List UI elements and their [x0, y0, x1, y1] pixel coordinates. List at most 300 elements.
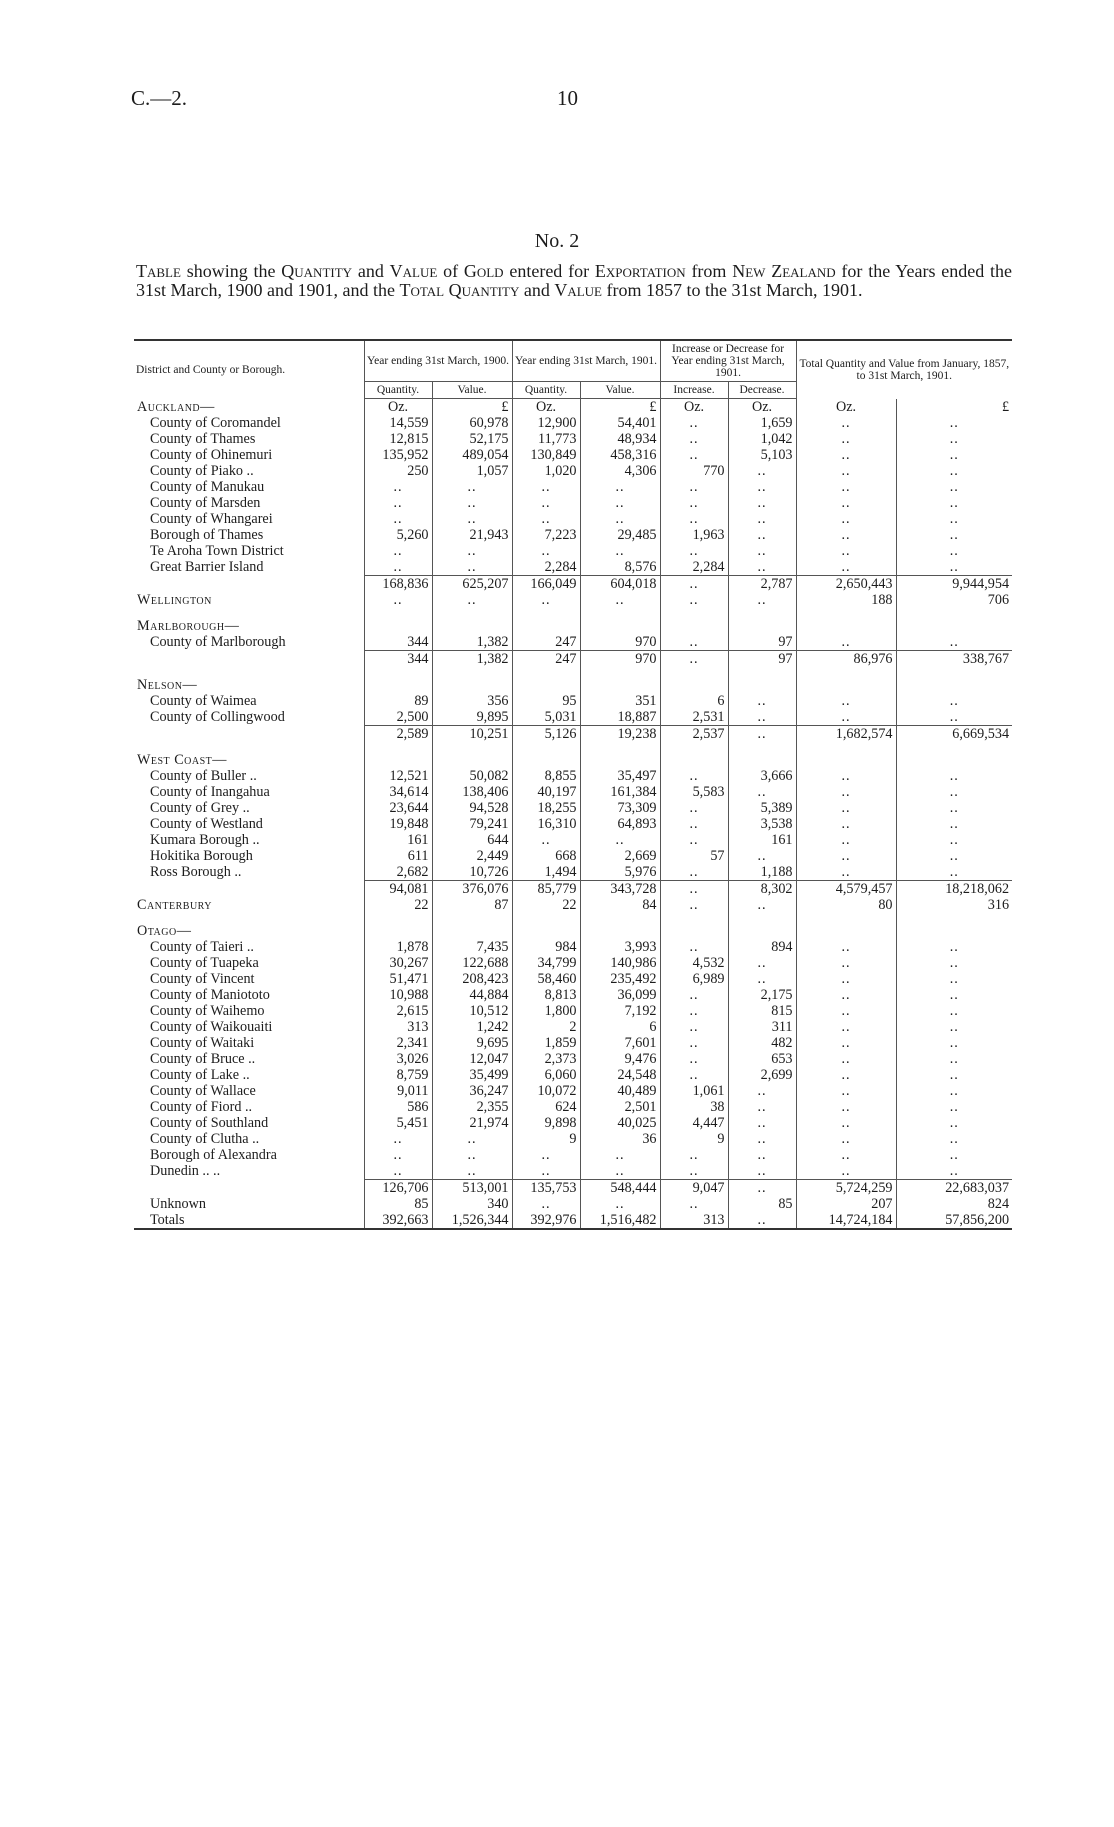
value-cell: 161,384 [580, 784, 660, 800]
value-cell: .. [896, 1099, 1012, 1115]
value-cell: 2,699 [728, 1067, 796, 1083]
value-cell: .. [796, 1003, 896, 1019]
region-name: Unknown [150, 1196, 206, 1212]
value-cell: 29,485 [580, 527, 660, 543]
table-row [134, 495, 1012, 511]
value-cell: 64,893 [580, 816, 660, 832]
table-row [134, 415, 1012, 431]
value-cell: 24,548 [580, 1067, 660, 1083]
district-name: County of Waimea [150, 693, 257, 709]
value-cell: 824 [896, 1196, 1012, 1212]
value-cell: .. [660, 897, 728, 913]
value-cell: .. [896, 1163, 1012, 1180]
value-cell: 12,900 [512, 415, 580, 431]
region-name: Otago— [137, 923, 192, 939]
value-cell: .. [796, 1019, 896, 1035]
value-cell: .. [660, 832, 728, 848]
value-cell: .. [796, 634, 896, 651]
header-quantity-1901: Quantity. [512, 382, 580, 399]
value-cell: .. [728, 1163, 796, 1180]
subtotal-row [134, 576, 1012, 593]
value-cell: .. [728, 955, 796, 971]
value-cell: .. [660, 768, 728, 784]
value-cell: .. [728, 495, 796, 511]
value-cell: .. [796, 447, 896, 463]
value-cell: .. [728, 511, 796, 527]
value-cell: 250 [364, 463, 432, 479]
value-cell: 604,018 [580, 576, 660, 593]
value-cell: .. [660, 1019, 728, 1035]
value-cell: 6 [580, 1019, 660, 1035]
value-cell: 894 [728, 939, 796, 955]
district-name: Ross Borough .. [150, 864, 242, 881]
value-cell: .. [796, 431, 896, 447]
value-cell: 207 [796, 1196, 896, 1212]
value-cell: 38 [660, 1099, 728, 1115]
canterbury-row [134, 897, 1012, 913]
value-cell: .. [660, 1051, 728, 1067]
district-name: Great Barrier Island [150, 559, 264, 576]
district-name: County of Westland [150, 816, 263, 832]
value-cell: .. [728, 1131, 796, 1147]
value-cell: .. [796, 559, 896, 576]
value-cell: 9,898 [512, 1115, 580, 1131]
value-cell: .. [796, 495, 896, 511]
value-cell: .. [580, 479, 660, 495]
value-cell: .. [896, 1051, 1012, 1067]
value-cell: 9,011 [364, 1083, 432, 1099]
value-cell: 36,247 [432, 1083, 512, 1099]
value-cell: .. [896, 693, 1012, 709]
district-name: County of Southland [150, 1115, 269, 1131]
wellington-row [134, 592, 1012, 608]
value-cell: 35,499 [432, 1067, 512, 1083]
subtotal-row [134, 651, 1012, 668]
value-cell: .. [728, 709, 796, 726]
value-cell: .. [728, 726, 796, 743]
value-cell: 126,706 [364, 1180, 432, 1197]
table-row [134, 800, 1012, 816]
value-cell: 513,001 [432, 1180, 512, 1197]
value-cell: 1,659 [728, 415, 796, 431]
value-cell: 482 [728, 1035, 796, 1051]
value-cell: 8,855 [512, 768, 580, 784]
value-cell: .. [896, 1067, 1012, 1083]
value-cell: .. [896, 971, 1012, 987]
value-cell: 2,669 [580, 848, 660, 864]
value-cell: 5,389 [728, 800, 796, 816]
value-cell: 34,799 [512, 955, 580, 971]
value-cell: 87 [432, 897, 512, 913]
value-cell: 489,054 [432, 447, 512, 463]
value-cell: 19,238 [580, 726, 660, 743]
value-cell: 9,944,954 [896, 576, 1012, 593]
value-cell: 44,884 [432, 987, 512, 1003]
value-cell: 2,500 [364, 709, 432, 726]
value-cell: 611 [364, 848, 432, 864]
value-cell: .. [896, 955, 1012, 971]
value-cell: .. [796, 768, 896, 784]
region-name: Marlborough— [137, 618, 240, 634]
table-row [134, 955, 1012, 971]
value-cell: 2,537 [660, 726, 728, 743]
value-cell: 1,494 [512, 864, 580, 881]
value-cell: 34,614 [364, 784, 432, 800]
value-cell: 2,341 [364, 1035, 432, 1051]
value-cell: .. [364, 543, 432, 559]
value-cell: 14,559 [364, 415, 432, 431]
value-cell: 11,773 [512, 431, 580, 447]
value-cell: 97 [728, 634, 796, 651]
value-cell: .. [580, 1196, 660, 1212]
value-cell: 1,682,574 [796, 726, 896, 743]
units-row: Auckland— Oz. £ Oz. £ Oz. Oz. Oz. £ [134, 399, 1012, 416]
value-cell: .. [896, 848, 1012, 864]
value-cell: .. [512, 1163, 580, 1180]
value-cell: 815 [728, 1003, 796, 1019]
value-cell: 770 [660, 463, 728, 479]
value-cell: 208,423 [432, 971, 512, 987]
table-row [134, 832, 1012, 848]
value-cell: .. [796, 709, 896, 726]
value-cell: 4,579,457 [796, 881, 896, 898]
page-number: 10 [557, 86, 578, 110]
value-cell: 22 [512, 897, 580, 913]
table-row [134, 1083, 1012, 1099]
value-cell: .. [432, 592, 512, 608]
value-cell: .. [432, 559, 512, 576]
value-cell: 48,934 [580, 431, 660, 447]
value-cell: 1,042 [728, 431, 796, 447]
value-cell: 7,223 [512, 527, 580, 543]
table-row [134, 987, 1012, 1003]
value-cell: .. [660, 1035, 728, 1051]
value-cell: 548,444 [580, 1180, 660, 1197]
district-name: County of Lake .. [150, 1067, 250, 1083]
region-name: Canterbury [137, 897, 213, 913]
value-cell: .. [896, 431, 1012, 447]
value-cell: 2,682 [364, 864, 432, 881]
value-cell: .. [796, 543, 896, 559]
header-quantity-1900: Quantity. [364, 382, 432, 399]
value-cell: 2,449 [432, 848, 512, 864]
subtotal-row [134, 726, 1012, 743]
value-cell: 85,779 [512, 881, 580, 898]
value-cell: 1,242 [432, 1019, 512, 1035]
value-cell: 130,849 [512, 447, 580, 463]
table-row [134, 1099, 1012, 1115]
value-cell: .. [796, 1099, 896, 1115]
value-cell: 1,188 [728, 864, 796, 881]
district-name: County of Taieri .. [150, 939, 254, 955]
value-cell: .. [364, 495, 432, 511]
value-cell: 161 [364, 832, 432, 848]
district-name: County of Coromandel [150, 415, 281, 431]
value-cell: .. [728, 543, 796, 559]
value-cell: 2 [512, 1019, 580, 1035]
value-cell: 10,512 [432, 1003, 512, 1019]
header-total: Total Quantity and Value from January, 1857, to 31st March, 1901. [796, 340, 1012, 399]
value-cell: 5,103 [728, 447, 796, 463]
value-cell: 376,076 [432, 881, 512, 898]
value-cell: .. [896, 634, 1012, 651]
value-cell: 5,724,259 [796, 1180, 896, 1197]
value-cell: .. [432, 1163, 512, 1180]
value-cell: 7,601 [580, 1035, 660, 1051]
value-cell: 35,497 [580, 768, 660, 784]
value-cell: 8,302 [728, 881, 796, 898]
value-cell: .. [796, 1051, 896, 1067]
value-cell: 57,856,200 [896, 1212, 1012, 1229]
district-name: Borough of Thames [150, 527, 264, 543]
district-name: County of Buller .. [150, 768, 257, 784]
table-row [134, 816, 1012, 832]
value-cell: .. [364, 479, 432, 495]
district-name: County of Grey .. [150, 800, 250, 816]
value-cell: 4,532 [660, 955, 728, 971]
value-cell: 10,726 [432, 864, 512, 881]
value-cell: .. [660, 592, 728, 608]
value-cell: 4,447 [660, 1115, 728, 1131]
value-cell: .. [660, 800, 728, 816]
value-cell: 5,976 [580, 864, 660, 881]
value-cell: 40,489 [580, 1083, 660, 1099]
value-cell: .. [796, 1131, 896, 1147]
value-cell: 50,082 [432, 768, 512, 784]
value-cell: .. [796, 1035, 896, 1051]
value-cell: .. [660, 415, 728, 431]
value-cell: 5,451 [364, 1115, 432, 1131]
value-cell: .. [512, 1147, 580, 1163]
value-cell: .. [660, 495, 728, 511]
value-cell: .. [896, 768, 1012, 784]
value-cell: 21,974 [432, 1115, 512, 1131]
value-cell: 1,020 [512, 463, 580, 479]
value-cell: .. [796, 955, 896, 971]
value-cell: .. [580, 592, 660, 608]
district-name: County of Piako .. [150, 463, 254, 479]
district-name: Dunedin .. .. [150, 1163, 221, 1180]
value-cell: 60,978 [432, 415, 512, 431]
value-cell: 247 [512, 634, 580, 651]
value-cell: .. [432, 1147, 512, 1163]
value-cell: .. [896, 543, 1012, 559]
value-cell: .. [896, 1003, 1012, 1019]
value-cell: 1,382 [432, 634, 512, 651]
value-cell: .. [796, 415, 896, 431]
district-name: County of Waihemo [150, 1003, 265, 1019]
district-name: County of Collingwood [150, 709, 285, 726]
table-row [134, 479, 1012, 495]
value-cell: 12,815 [364, 431, 432, 447]
value-cell: .. [796, 939, 896, 955]
value-cell: 1,516,482 [580, 1212, 660, 1229]
table-row [134, 1051, 1012, 1067]
value-cell: 2,531 [660, 709, 728, 726]
value-cell: .. [728, 897, 796, 913]
value-cell: .. [512, 543, 580, 559]
district-name: County of Fiord .. [150, 1099, 253, 1115]
value-cell: .. [728, 463, 796, 479]
table-title: Table showing the Quantity and Value of Gold entered for Exportation from New Zealand for the Years ended the 31st March, 1900 and 1901, and the Total Quantity and Value from 1857 to the 31st March, 1901. [136, 261, 1012, 300]
value-cell: .. [896, 939, 1012, 955]
value-cell: 94,081 [364, 881, 432, 898]
value-cell: .. [364, 592, 432, 608]
value-cell: 166,049 [512, 576, 580, 593]
value-cell: 2,284 [512, 559, 580, 576]
value-cell: 5,126 [512, 726, 580, 743]
region-name: Auckland— [137, 398, 215, 415]
value-cell: 316 [896, 897, 1012, 913]
value-cell: .. [580, 495, 660, 511]
value-cell: .. [660, 816, 728, 832]
value-cell: .. [512, 832, 580, 848]
value-cell: .. [580, 543, 660, 559]
value-cell: 85 [364, 1196, 432, 1212]
region-name: Wellington [137, 592, 212, 608]
value-cell: .. [896, 1115, 1012, 1131]
value-cell: 6,989 [660, 971, 728, 987]
value-cell: 12,521 [364, 768, 432, 784]
value-cell: .. [796, 1067, 896, 1083]
table-row [134, 1147, 1012, 1163]
value-cell: .. [896, 559, 1012, 576]
value-cell: 4,306 [580, 463, 660, 479]
value-cell: .. [364, 1163, 432, 1180]
value-cell: .. [512, 592, 580, 608]
table-row [134, 939, 1012, 955]
value-cell: 138,406 [432, 784, 512, 800]
value-cell: 86,976 [796, 651, 896, 668]
value-cell: .. [796, 1083, 896, 1099]
value-cell: .. [580, 832, 660, 848]
value-cell: .. [896, 864, 1012, 881]
value-cell: 79,241 [432, 816, 512, 832]
value-cell: .. [512, 1196, 580, 1212]
subtotal-row [134, 881, 1012, 898]
subtotal-row [134, 1180, 1012, 1197]
value-cell: 624 [512, 1099, 580, 1115]
value-cell: 94,528 [432, 800, 512, 816]
value-cell: 8,576 [580, 559, 660, 576]
value-cell: 161 [728, 832, 796, 848]
value-cell: .. [796, 816, 896, 832]
district-name: County of Clutha .. [150, 1131, 260, 1147]
value-cell: .. [660, 881, 728, 898]
value-cell: 73,309 [580, 800, 660, 816]
value-cell: 30,267 [364, 955, 432, 971]
value-cell: .. [364, 1131, 432, 1147]
value-cell: 80 [796, 897, 896, 913]
header-increase-decrease: Increase or Decrease for Year ending 31st March, 1901. [660, 340, 796, 382]
value-cell: .. [660, 431, 728, 447]
value-cell: 51,471 [364, 971, 432, 987]
value-cell: 140,986 [580, 955, 660, 971]
value-cell: .. [364, 1147, 432, 1163]
value-cell: .. [660, 1163, 728, 1180]
value-cell: 10,988 [364, 987, 432, 1003]
header-year-1900: Year ending 31st March, 1900. [364, 340, 512, 382]
value-cell: .. [896, 1147, 1012, 1163]
value-cell: .. [364, 511, 432, 527]
value-cell: .. [896, 784, 1012, 800]
value-cell: 351 [580, 693, 660, 709]
value-cell: 168,836 [364, 576, 432, 593]
value-cell: 5,031 [512, 709, 580, 726]
value-cell: 1,526,344 [432, 1212, 512, 1229]
table-row [134, 1131, 1012, 1147]
district-name: County of Waikouaiti [150, 1019, 273, 1035]
value-cell: 235,492 [580, 971, 660, 987]
value-cell: 12,047 [432, 1051, 512, 1067]
value-cell: 10,251 [432, 726, 512, 743]
value-cell: 2,501 [580, 1099, 660, 1115]
district-name: County of Tuapeka [150, 955, 259, 971]
value-cell: 9,476 [580, 1051, 660, 1067]
value-cell: .. [432, 479, 512, 495]
table-row [134, 971, 1012, 987]
value-cell: .. [896, 1083, 1012, 1099]
district-name: County of Manukau [150, 479, 265, 495]
value-cell: .. [796, 800, 896, 816]
value-cell: 1,878 [364, 939, 432, 955]
value-cell: .. [728, 848, 796, 864]
value-cell: 2,650,443 [796, 576, 896, 593]
value-cell: .. [728, 559, 796, 576]
value-cell: 95 [512, 693, 580, 709]
table-row [134, 1019, 1012, 1035]
value-cell: 6 [660, 693, 728, 709]
value-cell: 247 [512, 651, 580, 668]
value-cell: .. [896, 511, 1012, 527]
value-cell: .. [364, 559, 432, 576]
value-cell: 1,963 [660, 527, 728, 543]
value-cell: 14,724,184 [796, 1212, 896, 1229]
value-cell: .. [896, 709, 1012, 726]
value-cell: .. [796, 784, 896, 800]
value-cell: 340 [432, 1196, 512, 1212]
value-cell: 36,099 [580, 987, 660, 1003]
value-cell: .. [796, 864, 896, 881]
value-cell: 22 [364, 897, 432, 913]
value-cell: .. [660, 634, 728, 651]
value-cell: .. [728, 1115, 796, 1131]
table-row [134, 693, 1012, 709]
header-district: District and County or Borough. [134, 340, 364, 399]
value-cell: 5,260 [364, 527, 432, 543]
value-cell: 8,813 [512, 987, 580, 1003]
value-cell: 21,943 [432, 527, 512, 543]
table-number: No. 2 [534, 230, 580, 252]
value-cell: 54,401 [580, 415, 660, 431]
table-row [134, 543, 1012, 559]
value-cell: .. [896, 800, 1012, 816]
value-cell: .. [512, 479, 580, 495]
value-cell: .. [796, 1163, 896, 1180]
value-cell: .. [660, 576, 728, 593]
value-cell: 84 [580, 897, 660, 913]
value-cell: 16,310 [512, 816, 580, 832]
value-cell: .. [512, 495, 580, 511]
totals-row [134, 1212, 1012, 1229]
value-cell: 984 [512, 939, 580, 955]
district-name: Borough of Alexandra [150, 1147, 277, 1163]
value-cell: 18,255 [512, 800, 580, 816]
table-row [134, 1163, 1012, 1180]
table-row [134, 559, 1012, 576]
value-cell: 19,848 [364, 816, 432, 832]
table-row [134, 527, 1012, 543]
